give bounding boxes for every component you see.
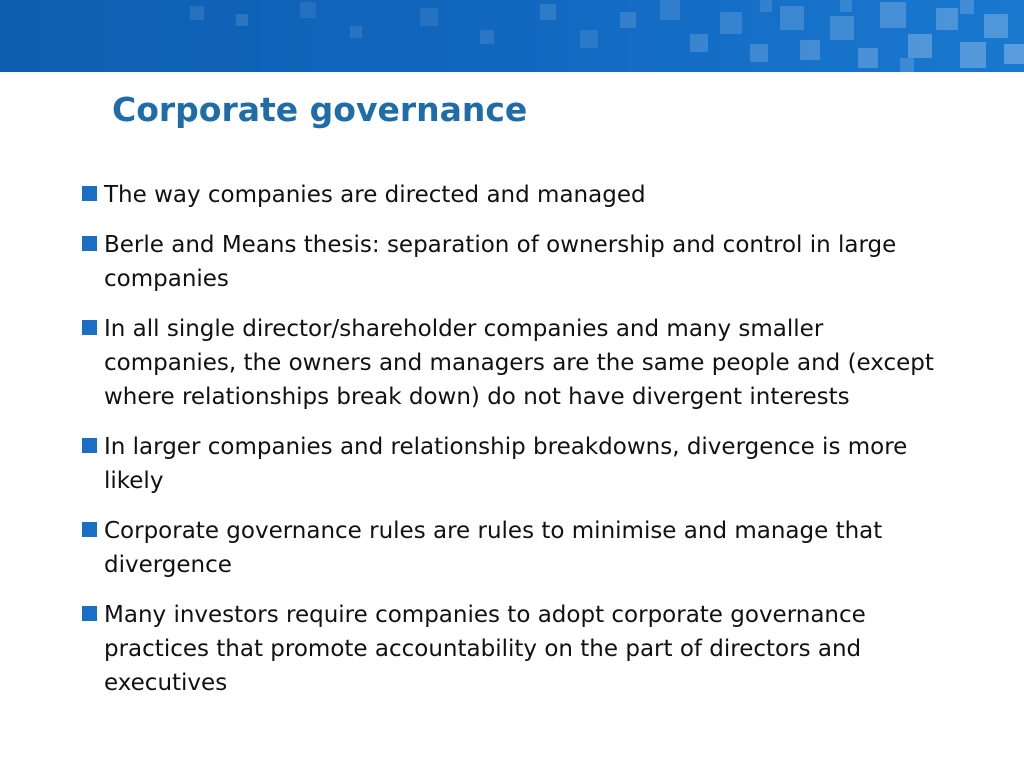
bullet-item (78, 598, 958, 700)
square-bullet-icon (82, 186, 97, 201)
header-banner (0, 0, 1024, 72)
square-bullet-icon (82, 606, 97, 621)
square-bullet-icon (82, 320, 97, 335)
bullet-item (78, 228, 958, 296)
bullet-text: In all single director/shareholder companies and many smaller companies, the owners and managers are the same people and (except where relationships break down) do not have divergent interests (104, 316, 934, 410)
square-bullet-icon (82, 522, 97, 537)
bullet-item (78, 514, 958, 582)
square-bullet-icon (82, 236, 97, 251)
bullet-text: In larger companies and relationship breakdowns, divergence is more likely (104, 434, 908, 494)
banner-pattern-graphic (0, 0, 1024, 72)
bullet-text: The way companies are directed and managed (104, 182, 646, 208)
bullet-list (78, 178, 958, 716)
bullet-item (78, 178, 958, 212)
bullet-item (78, 430, 958, 498)
bullet-text: Berle and Means thesis: separation of ownership and control in large companies (104, 232, 897, 292)
square-bullet-icon (82, 438, 97, 453)
bullet-item (78, 312, 958, 414)
bullet-text: Many investors require companies to adopt corporate governance practices that promote accountability on the part of directors and executives (104, 602, 866, 696)
slide-title: Corporate governance (112, 90, 528, 129)
bullet-text: Corporate governance rules are rules to minimise and manage that divergence (104, 518, 883, 578)
